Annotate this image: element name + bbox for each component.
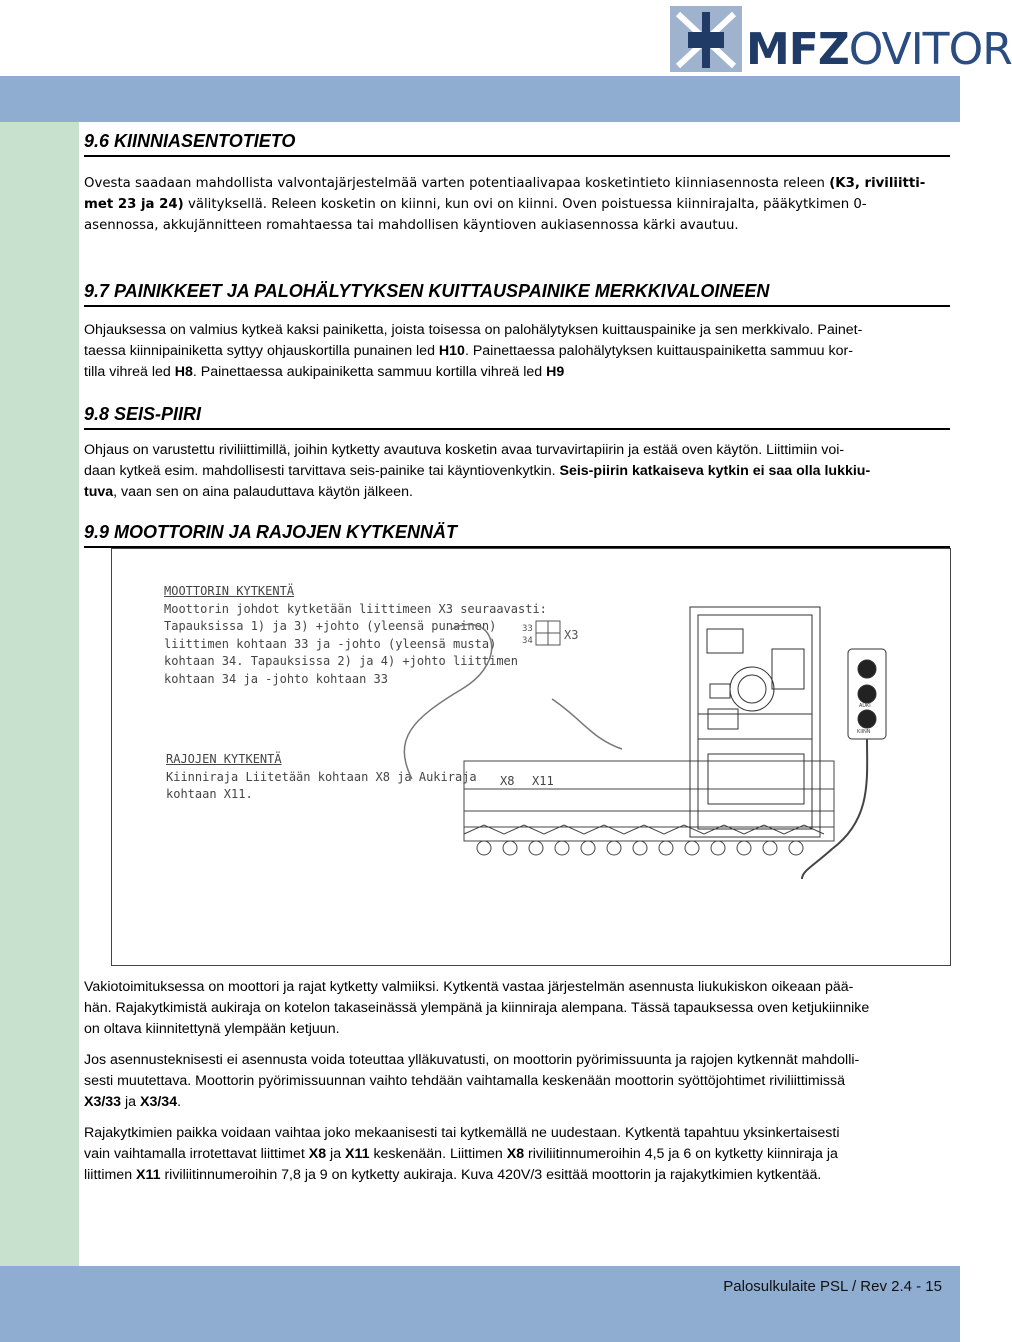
side-band [0,122,79,1268]
paragraph-9-7: Ohjauksessa on valmius kytkeä kaksi painiketta, joista toisessa on palohälytyksen kuittauspainike ja sen merkkivalo. Painet- taessa kiinnipainiketta syttyy ohjauskortilla punainen led H10. Painettaessa palohälytyksen kuittauspainiketta sammuu kor- tilla vihreä led H8. Painettaessa aukipainiketta sammuu kortilla vihreä led H9 [84,322,863,380]
paragraph-preset-wiring: Vakiotoimituksessa on moottori ja rajat kytketty valmiiksi. Kytkentä vastaa järjestelmän asennusta liukukiskon oikeaan pää- hän. Rajakytkimistä aukiraja on kotelon takaseinässä ylempänä ja kiinniraja alempana. Tässä tapauksessa oven ketjukiinnike on oltava kiinnitettynä ylempään ketjuun. [84,979,870,1037]
button-panel [802,649,886,879]
page-footer: Palosulkulaite PSL / Rev 2.4 - 15 [723,1278,942,1295]
section-title-9-7: 9.7 PAINIKKEET JA PALOHÄLYTYKSEN KUITTAUSPAINIKE MERKKIVALOINEEN [84,280,950,307]
logo-wordmark: MFZOVITOR [746,24,1012,75]
control-box [690,607,820,837]
section-title-9-8: 9.8 SEIS-PIIRI [84,403,950,430]
paragraph-rotation-change: Jos asennusteknisesti ei asennusta voida toteuttaa ylläkuvatusti, on moottorin pyörimissuunta ja rajojen kytkennät mahdolli- sesti muutettava. Moottorin pyörimissuunnan vaihto tehdään vaihtamalla keskenään moottorin syöttöjohtimet riviliittimissä X3/33 ja X3/34. [84,1052,860,1110]
motor-wire [404,624,491,779]
limit-wiring-notes: RAJOJEN KYTKENTÄ Kiinniraja Liitetään kohtaan X8 ja Aukiraja kohtaan X11. [166,752,477,801]
terminal-x3 [536,621,560,645]
paragraph-9-8: Ohjaus on varustettu riviliittimillä, joihin kytketty avautuva kosketin avaa turvavirtapiirin ja estää oven käytön. Liittimiin voi- daan kytkeä esim. mahdollisesti tarvittava seis-painike tai käyntiovenkytkin. Seis-piirin katkaiseva kytkin ei saa olla lukkiu- tuva, vaan sen on aina palauduttava käytön jälkeen. [84,442,871,500]
button-label-auki: AUKI [859,703,871,709]
wiring-diagram-drawing [112,549,950,965]
logo-mark-icon [668,4,746,76]
limit-wire [552,699,622,749]
paragraph-9-6: Ovesta saadaan mahdollista valvontajärjestelmää varten potentiaalivapaa kosketintieto kiinniasennosta releen (K3, riviliitti- met 23 ja 24) välityksellä. Releen kosketin on kiinni, kun ovi on kiinni. Oven poistuessa kiinnirajalta, pääkytkimen 0- asennossa, akkujännitteen romahtaessa tai mahdollisen käyntioven aukiasennossa kärki avautuu. [84,176,926,233]
header-band [0,76,960,122]
after-figure-text [84,977,950,1186]
company-logo [668,4,1012,76]
paragraph-limit-switch-swap: Rajakytkimien paikka voidaan vaihtaa joko mekaanisesti tai kytkemällä ne uudestaan. Kytkentä tapahtuu yksinkertaisesti vain vaihtamalla irrotettavat liittimet X8 ja X11 keskenään. Liittimen X8 riviliitinnumeroihin 4,5 ja 6 on kytketty kiinniraja ja liittimen X11 riviliitinnumeroihin 7,8 ja 9 on kytketty aukiraja. Kuva 420V/3 esittää moottorin ja rajakytkimien kytkentää. [84,1125,840,1183]
wiring-figure [111,548,951,966]
motor-wiring-notes: MOOTTORIN KYTKENTÄ Moottorin johdot kytketään liittimeen X3 seuraavasti: Tapauksissa 1) ja 3) +johto (yleensä punainen) liittimen kohtaan 33 ja -johto (yleensä musta) kohtaan 34. Tapauksissa 2) ja 4) +johto liittimen kohtaan 34 ja -johto kohtaan 33 [164,584,547,686]
button-label-kiinni: KIINN [857,729,871,735]
page-content [84,130,950,548]
x11-label: X11 [532,774,554,788]
x8-label: X8 [500,774,515,788]
x3-label: X3 [564,628,579,642]
section-title-9-6: 9.6 KIINNIASENTOTIETO [84,130,950,157]
section-title-9-9: 9.9 MOOTTORIN JA RAJOJEN KYTKENNÄT [84,521,950,548]
x3-pin-33: 33 [522,624,533,634]
x3-pin-34: 34 [522,636,533,646]
